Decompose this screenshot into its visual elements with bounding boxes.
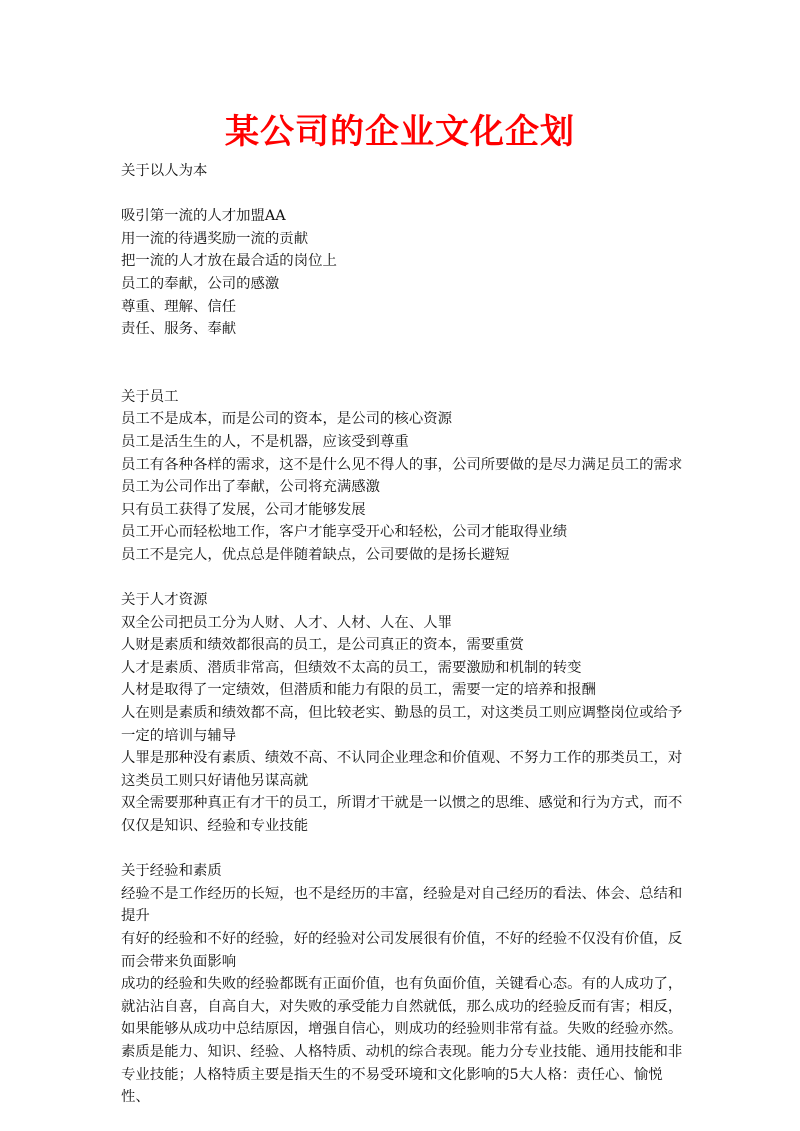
- section-talent-resources: [121, 589, 686, 838]
- paragraph-line: 员工不是成本，而是公司的资本，是公司的核心资源: [121, 411, 452, 428]
- paragraph-line: 人才是素质、潜质非常高，但绩效不太高的员工，需要激励和机制的转变: [121, 659, 582, 676]
- paragraph-line: 双全需要那种真正有才干的员工，所谓才干就是一以惯之的思维、感觉和行为方式，而不仅仅是知识、经验和专业技能: [121, 795, 683, 835]
- spacer: [121, 567, 686, 590]
- spacer: [121, 341, 686, 386]
- paragraph-line: 员工有各种各样的需求，这不是什么见不得人的事，公司所要做的是尽力满足员工的需求: [121, 456, 683, 473]
- paragraph-line: 只有员工获得了发展，公司才能够发展: [121, 501, 366, 518]
- paragraph-line: 员工开心而轻松地工作，客户才能享受开心和轻松，公司才能取得业绩: [121, 524, 568, 541]
- paragraph-line: 成功的经验和失败的经验都既有正面价值，也有负面价值，关键看心态。有的人成功了，就沾沾自喜，自高自大，对失败的承受能力自然就低，那么成功的经验反而有害；相反，如果能够从成功中总结原因，增强自信心，则成功的经验则非常有益。失败的经验亦然。: [121, 976, 683, 1038]
- paragraph-line: 员工是活生生的人，不是机器，应该受到尊重: [121, 433, 409, 450]
- section-people-oriented: [121, 160, 686, 183]
- paragraph-line: 双全公司把员工分为人财、人才、人材、人在、人罪: [121, 614, 452, 631]
- spacer: [121, 838, 686, 861]
- paragraph-line: 人在则是素质和绩效都不高，但比较老实、勤恳的员工，对这类员工则应调整岗位或给予一定的培训与辅导: [121, 705, 683, 744]
- section-people-oriented-points: [121, 205, 686, 341]
- section-experience-quality: [121, 860, 686, 1109]
- paragraph-line: 人罪是那种没有素质、绩效不高、不认同企业理念和价值观、不努力工作的那类员工，对这类员工则只好请他另谋高就: [121, 750, 683, 789]
- section-heading: 关于以人为本: [121, 163, 208, 179]
- section-heading: 关于员工: [121, 388, 179, 405]
- paragraph-line: 人材是取得了一定绩效，但潜质和能力有限的员工，需要一定的培养和报酬: [121, 682, 596, 699]
- paragraph-line: 员工不是完人，优点总是伴随着缺点，公司要做的是扬长避短: [121, 546, 510, 563]
- paragraph-line: 经验不是工作经历的长短，也不是经历的丰富，经验是对自己经历的看法、体会、总结和提升: [121, 885, 683, 925]
- paragraph-line: 把一流的人才放在最合适的岗位上: [121, 253, 337, 270]
- paragraph-line: 素质是能力、知识、经验、人格特质、动机的综合表现。能力分专业技能、通用技能和非专业技能；人格特质主要是指天生的不易受环境和文化影响的5大人格：责任心、愉悦性、: [121, 1043, 683, 1106]
- paragraph-line: 员工的奉献，公司的感激: [121, 275, 280, 292]
- paragraph-line: 有好的经验和不好的经验，好的经验对公司发展很有价值，不好的经验不仅没有价值，反而会带来负面影响: [121, 931, 683, 970]
- paragraph-line: 责任、服务、奉献: [121, 321, 237, 338]
- section-heading: 关于经验和素质: [121, 863, 222, 880]
- spacer: [121, 183, 686, 206]
- section-employees: [121, 386, 686, 567]
- document-body: [121, 160, 686, 1109]
- section-heading: 关于人才资源: [121, 592, 208, 609]
- paragraph-line: 员工为公司作出了奉献，公司将充满感激: [121, 479, 381, 496]
- paragraph-line: 尊重、理解、信任: [121, 298, 237, 315]
- paragraph-line: 人财是素质和绩效都很高的员工，是公司真正的资本，需要重赏: [121, 637, 524, 654]
- document-title: 某公司的企业文化企划: [225, 112, 575, 152]
- paragraph-line: 吸引第一流的人才加盟AA: [121, 208, 286, 225]
- paragraph-line: 用一流的待遇奖励一流的贡献: [121, 230, 309, 247]
